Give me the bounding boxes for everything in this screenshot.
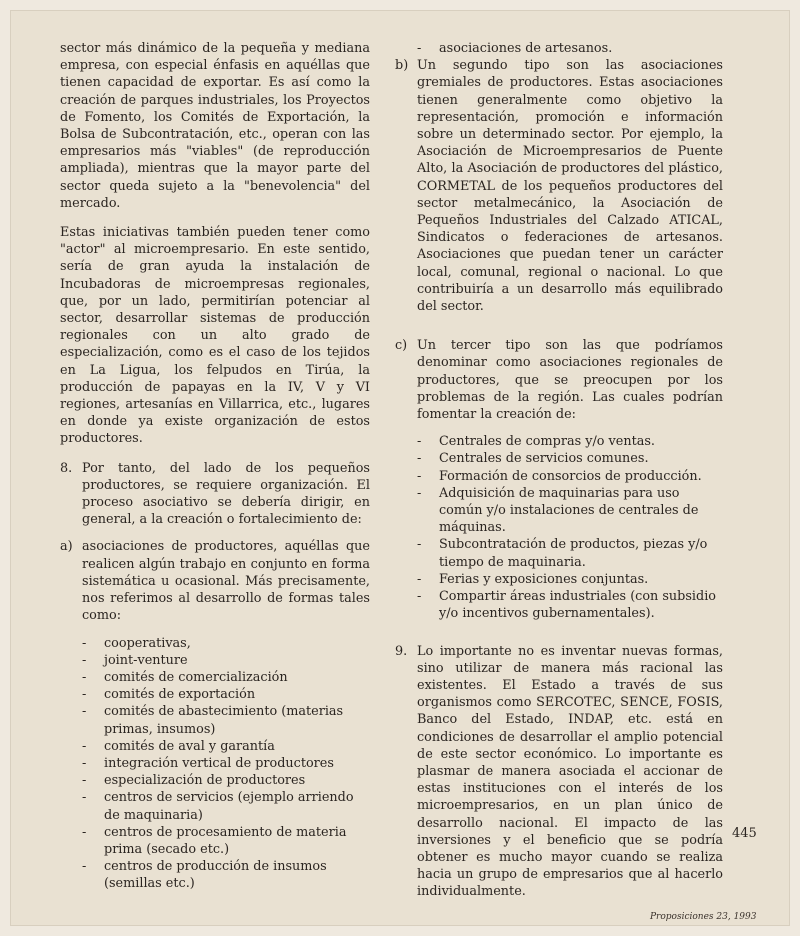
item-9-label: 9.: [395, 643, 408, 659]
list-item: - Subcontratación de productos, piezas y/o tiempo de maquinaria.: [417, 537, 708, 570]
item-a-text: asociaciones de productores, aquéllas que realicen algún trabajo en conjunto en forma sistemática u ocasional. Más precisamente, nos referimos al desarrollo de formas tales como:: [82, 539, 370, 624]
list-item: - centros de procesamiento de materia prima (secado etc.): [82, 824, 347, 857]
paragraph-sector: sector más dinámico de la pequeña y mediana empresa, con especial énfasis en aquéllas que tienen capacidad de exportar. Es así como la creación de parques industriales, los Proyectos de Fomento, los Comités de Exportación, la Bolsa de Subcontratación, etc., operan con las empresarios más "viables" (de reproducción ampliada), mientras que la mayor parte del sector queda sujeto a la "benevolencia" del mercado.: [60, 41, 370, 211]
list-item: - cooperativas,: [82, 635, 191, 651]
left-column: [60, 40, 370, 905]
list-item: - Adquisición de maquinarias para uso común y/o instalaciones de centrales de máquinas.: [417, 485, 699, 536]
list-item: - Formación de consorcios de producción.: [417, 468, 702, 484]
list-item: - Centrales de servicios comunes.: [417, 451, 649, 467]
item-c-text: Un tercer tipo son las que podríamos denominar como asociaciones regionales de productores, que se preocupen por los problemas de la región. Las cuales podrían fomentar la creación de:: [417, 338, 723, 423]
list-item: - integración vertical de productores: [82, 755, 334, 771]
list-item: - asociaciones de artesanos.: [417, 41, 613, 56]
continued-list: [417, 40, 723, 57]
list-item: - Centrales de compras y/o ventas.: [417, 434, 655, 450]
right-column: [395, 40, 723, 911]
list-item: - comités de aval y garantía: [82, 738, 275, 754]
item-9: [395, 643, 723, 901]
item-a: [60, 538, 370, 624]
list-item: - comités de comercialización: [82, 669, 288, 685]
list-item: - Ferias y exposiciones conjuntas.: [417, 571, 649, 587]
list-item: - centros de servicios (ejemplo arriendo de maquinaria): [82, 790, 354, 823]
list-item: - comités de abastecimiento (materias primas, insumos): [82, 704, 344, 737]
item-b-label: b): [395, 58, 409, 74]
page-number: 445: [732, 826, 757, 841]
list-item: - comités de exportación: [82, 687, 256, 703]
item-b-text: Un segundo tipo son las asociaciones gremiales de productores. Estas asociaciones tienen generalmente como objetivo la representación, promoción e información sobre un determinado sector. Por ejemplo, la Asociación de Microempresarios de Puente Alto, la Asociación de productores del plástico, CORMETAL de los pequeños productores del sector metalmecánico, la Asociación de Pequeños Industriales del Calzado ATICAL, Sindicatos o federaciones de artesanos. Asociaciones que puedan tener un carácter local, comunal, regional o nacional. Lo que contribuiría a un desarrollo más equilibrado del sector.: [417, 58, 723, 315]
list-item: - especialización de productores: [82, 773, 306, 789]
list-item: - joint-venture: [82, 652, 188, 668]
item-9-text: Lo importante no es inventar nuevas formas, sino utilizar de manera más racional las existentes. El Estado a través de sus organismos como SERCOTEC, SENCE, FOSIS, Banco del Estado, INDAP, etc. está en condiciones de desarrollar el amplio potencial de este sector económico. Lo importante es plasmar de manera asociada el accionar de estas instituciones con el interés de los microempresarios, en un plan único de desarrollo nacional. El impacto de las inversiones y el beneficio que se podría obtener es mucho mayor cuando se realiza hacia un grupo de empresarios que al hacerlo individualmente.: [417, 643, 723, 900]
item-b: [395, 57, 723, 315]
regional-creation-list: [417, 433, 723, 622]
association-forms-list: [82, 635, 370, 893]
item-c: [395, 337, 723, 423]
list-item: - Compartir áreas industriales (con subsidio y/o incentivos gubernamentales).: [417, 589, 717, 622]
item-a-label: a): [60, 539, 73, 555]
list-item: - centros de producción de insumos (semillas etc.): [82, 859, 327, 892]
item-8-text: Por tanto, del lado de los pequeños productores, se requiere organización. El proceso asociativo se debería dirigir, en general, a la creación o fortalecimiento de:: [82, 460, 370, 528]
item-c-label: c): [395, 338, 408, 354]
document-page: [10, 10, 790, 926]
paragraph-incubadoras: Estas iniciativas también pueden tener como "actor" al microempresario. En este sentido, sería de gran ayuda la instalación de Incubadoras de microempresas regionales, que, por un lado, permitirían potenciar al sector, desarrollar sistemas de producción regionales con un alto grado de especialización, como es el caso de los tejidos en La Ligua, los felpudos en Tirúa, la producción de papayas en la IV, V y VI regiones, artesanías en Villarrica, etc., lugares en donde ya existe organización de estos productores.: [60, 225, 370, 447]
journal-footer: Proposiciones 23, 1993: [650, 912, 757, 922]
item-8-label: 8.: [60, 460, 73, 476]
item-8: [60, 460, 370, 529]
